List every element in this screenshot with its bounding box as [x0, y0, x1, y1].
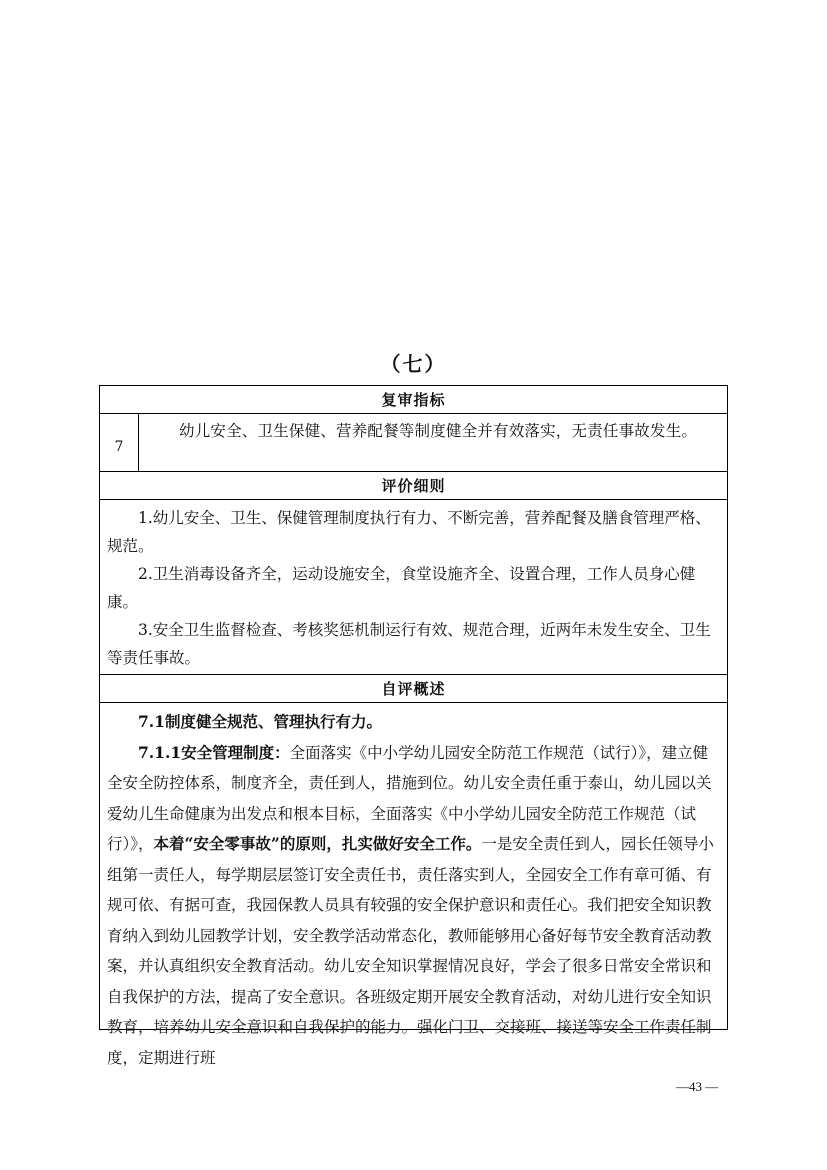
detail-item-1: 1.幼儿安全、卫生、保健管理制度执行有力、不断完善，营养配餐及膳食管理严格、规范。: [107, 509, 711, 555]
paragraph-bold-text: 本着“安全零事故”的原则，扎实做好安全工作。: [153, 834, 482, 853]
page-number: —43 —: [676, 1079, 719, 1094]
detail-item-3: 3.安全卫生监督检查、考核奖惩机制运行有效、规范合理，近两年未发生安全、卫生等责任事故。: [107, 621, 711, 667]
self-evaluation-body: [100, 703, 727, 1067]
self-evaluation-heading: 7.1制度健全规范、管理执行有力。: [138, 712, 382, 731]
evaluation-details: [100, 500, 727, 675]
sub-heading: 7.1.1安全管理制度：: [138, 742, 290, 762]
indicator-row: [100, 414, 727, 472]
paragraph-text-1: 全面落实《中小学幼儿园安全防范工作规范（试行）》，建立健全安全防控体系，制度齐全，责任到人，措施到位。幼儿安全责任重于泰山，幼儿园以关爱幼儿生命健康为出发点和根本目标，全面落实《中小学幼儿园安全防范工作规范（试行）》，: [107, 743, 712, 853]
indicator-number: 7: [100, 414, 139, 471]
paragraph-text-2: 一是安全责任到人，园长任领导小组第一责任人，每学期层层签订安全责任书，责任落实到人，全园安全工作有章可循、有规可依、有据可查，我园保教人员具有较强的安全保护意识和责任心。我们把安全知识教育纳入到幼儿园教学计划，安全教学活动常态化，教师能够用心备好每节安全教育活动教案，并认真组织安全教育活动。幼儿安全知识掌握情况良好，学会了很多日常安全常识和自我保护的方法，提高了安全意识。各班级定期开展安全教育活动，对幼儿进行安全知识教育，培养幼儿安全意识和自我保护的能力。强化门卫、交接班、接送等安全工作责任制度，定期进行班: [107, 835, 714, 1067]
header-self-evaluation: 自评概述: [100, 675, 727, 703]
self-evaluation-paragraph: [107, 738, 721, 1074]
section-title: （七）: [380, 352, 447, 376]
detail-item-2: 2.卫生消毒设备齐全，运动设施安全，食堂设施齐全、设置合理，工作人员身心健康。: [107, 565, 696, 611]
indicator-text: 幼儿安全、卫生保健、营养配餐等制度健全并有效落实，无责任事故发生。: [179, 422, 698, 440]
header-evaluation-details: 评价细则: [100, 472, 727, 500]
header-review-indicator: 复审指标: [100, 386, 727, 414]
evaluation-table: [99, 385, 728, 1067]
